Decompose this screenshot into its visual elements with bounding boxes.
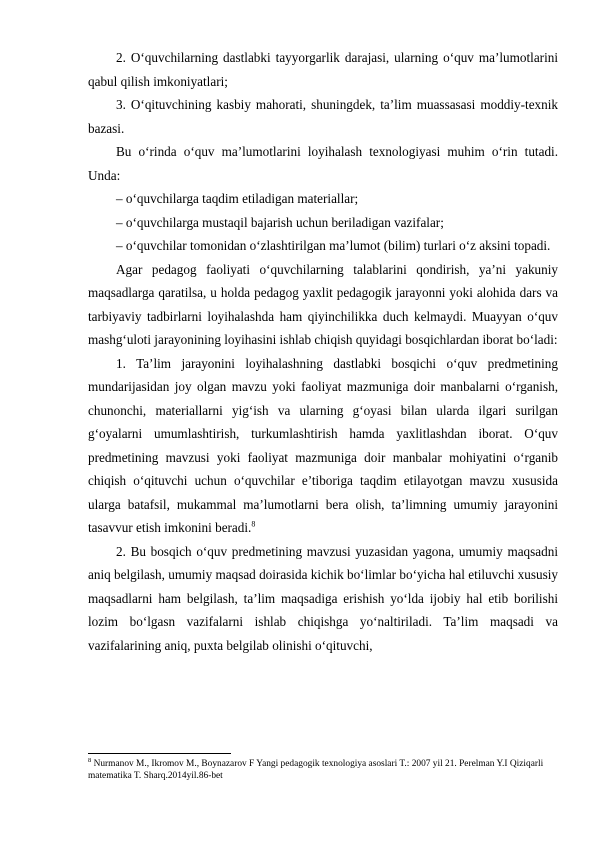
footnote-divider [88,753,231,754]
paragraph-text: – o‘quvchilarga mustaqil bajarish uchun beriladigan vazifalar; [116,214,444,230]
paragraph-text: – o‘quvchilar tomonidan o‘zlashtirilgan ma’lumot (bilim) turlari o‘z aksini topadi. [116,238,551,253]
paragraph-pedagog [88,258,558,352]
list-item-tasks [88,211,558,235]
paragraph-text: Agar pedagog faoliyati o‘quvchilarning talablarini qondirish, ya’ni yakuniy maqsadlarga qaratilsa, u holda pedagog yaxlit pedagogik jarayonni yoki alohida dars va tarbiyaviy tadbirlarni loyihalashda ham qiyinchilikka duch kelmaydi. Muayyan o‘quv mashg‘uloti jarayonining loyihasini ishlab chiqish quyidagi bosqichlardan iborat bo‘ladi: [88,261,558,347]
paragraph-item-3 [88,93,558,140]
paragraph-stage-1 [88,352,558,540]
paragraph-text: 3. O‘qituvchining kasbiy mahorati, shuningdek, ta’lim muassasasi moddiy-texnik bazasi. [88,97,558,136]
footnote-reference[interactable]: 8 [251,519,256,529]
footnote [88,758,558,782]
paragraph-text: 2. Bu bosqich o‘quv predmetining mavzusi yuzasidan yagona, umumiy maqsadni aniq belgilash, umumiy maqsad doirasida kichik bo‘limlar bo‘yicha hal etiluvchi xususiy maqsadlarni ham belgilash, ta’lim maqsadiga erishish yo‘lda ijobiy hal etib borilishi lozim bo‘lgasn vazifalarni ishlab chiqishga yo‘naltiriladi. Ta’lim maqsadi va vazifalarining aniq, puxta belgilab olinishi o‘qituvchi, [88,543,558,653]
paragraph-text: 1. Ta’lim jarayonini loyihalashning dastlabki bosqichi o‘quv predmetining mundarijasidan joy olgan mavzu yoki faoliyat mazmuniga doir manbalarni o‘rganish, chunonchi, materiallarni yig‘ish va ularning g‘oyasi bilan ularda ilgari surilgan g‘oyalarni umumlashtirish, turkumlashtirish hamda yaxlitlashdan iborat. O‘quv predmetining mavzusi yoki faoliyat mazmuniga doir manbalar mohiyatini o‘rganib chiqish o‘qituvchi uchun o‘quvchilar e’tiboriga taqdim etilayotgan mavzu xususida ularga batafsil, mukammal ma’lumotlarni bera olish, ta’limning umumiy jarayonini tasavvur etish imkonini beradi. [88,355,558,535]
list-item-materials [88,187,558,211]
paragraph-text: – o‘quvchilarga taqdim etiladigan materiallar; [116,191,359,206]
list-item-knowledge [88,234,558,258]
footnote-text: Nurmanov M., Ikromov M., Boynazarov F Yangi pedagogik texnologiya asoslari T.: 2007 yil 21. Perelman Y.I Qiziqarli matematika T. Sharq.2014yil.86-bet [88,759,544,781]
paragraph-text: Bu o‘rinda o‘quv ma’lumotlarini loyihalash texnologiyasi muhim o‘rin tutadi. Unda: [88,144,558,183]
body-text [88,46,558,657]
paragraph-text: 2. O‘quvchilarning dastlabki tayyorgarlik darajasi, ularning o‘quv ma’lumotlarini qabul qilish imkoniyatlari; [88,50,558,89]
paragraph-intro-unda [88,140,558,187]
paragraph-item-2 [88,46,558,93]
footnote-mark: 8 [88,756,92,764]
paragraph-stage-2 [88,540,558,658]
